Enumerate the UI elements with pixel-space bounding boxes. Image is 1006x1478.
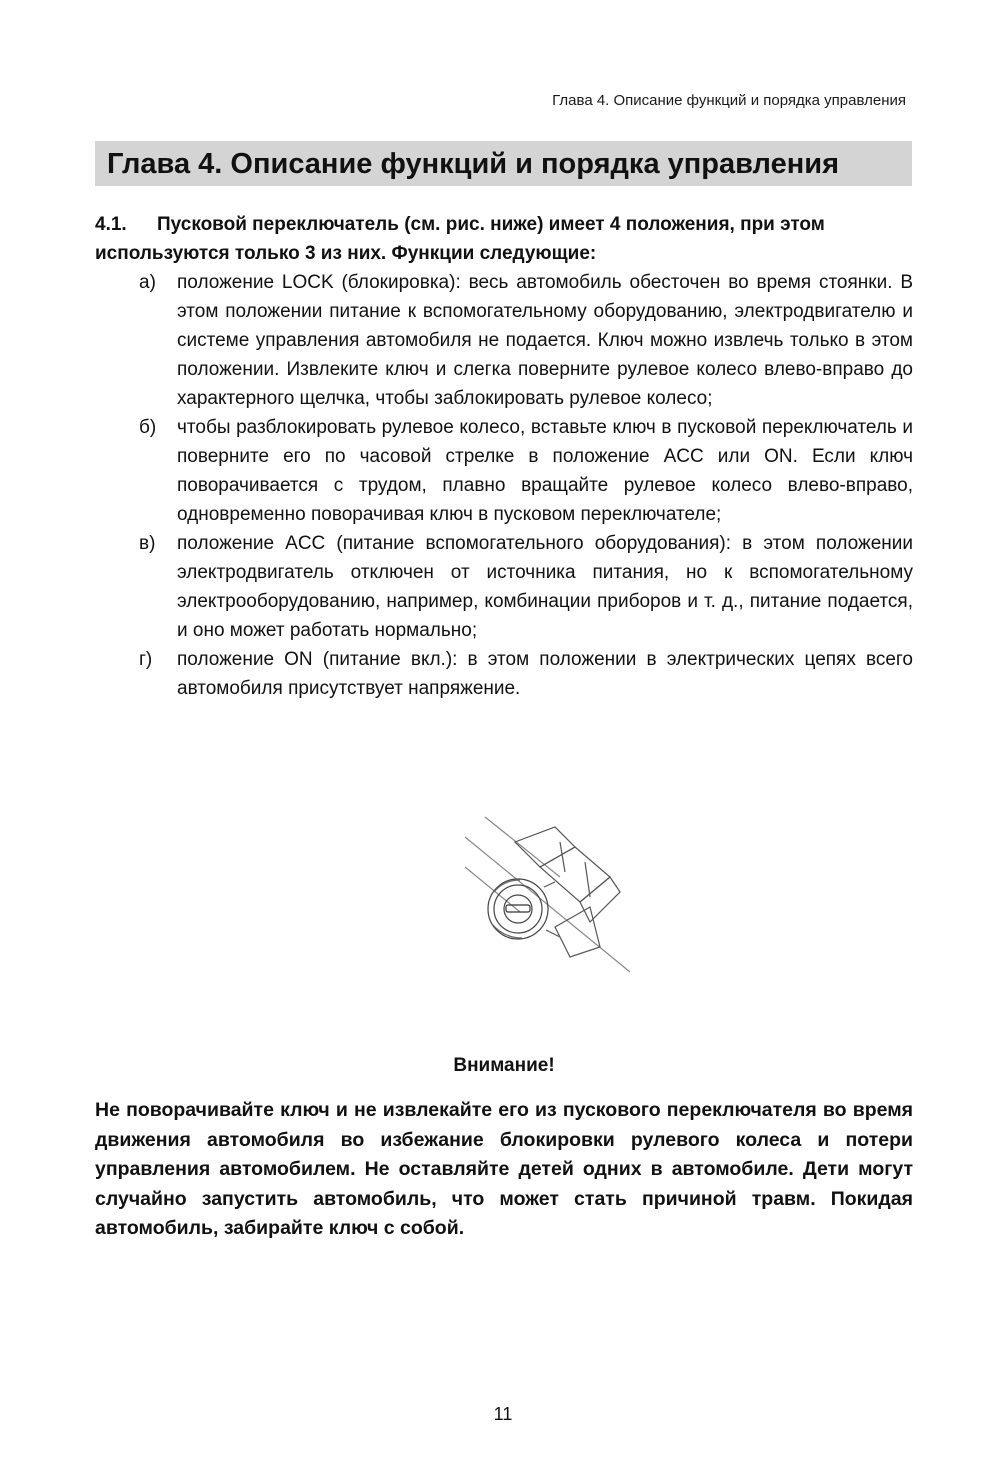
list-marker: г): [139, 649, 153, 670]
list-marker: а): [139, 272, 156, 293]
list-item-text: положение ON (питание вкл.): в этом положении в электрических цепях всего автомобиля присутствует напряжение.: [177, 649, 913, 699]
section-number: 4.1.: [95, 214, 127, 235]
running-header: Глава 4. Описание функций и порядка управления: [552, 92, 906, 109]
list-item-text: положение ACC (питание вспомогательного оборудования): в этом положении электродвигатель отключен от источника питания, но к вспомогательному электрооборудованию, например, комбинации приборов и т. д., питание подается, и оно может работать нормально;: [177, 533, 913, 641]
warning-title: Внимание!: [453, 1055, 555, 1076]
page-number: 11: [493, 1404, 513, 1424]
section-4-1: [95, 210, 913, 703]
section-intro-text: Пусковой переключатель (см. рис. ниже) имеет 4 положения, при этом используются только 3 из них. Функции следующие:: [95, 214, 825, 264]
list-item: [95, 268, 913, 413]
ignition-switch-figure: [460, 812, 635, 982]
list-item: [95, 413, 913, 529]
list-marker: б): [139, 417, 157, 438]
list-item: [95, 529, 913, 645]
list-item-text: положение LOCK (блокировка): весь автомобиль обесточен во время стоянки. В этом положении питание к вспомогательному оборудованию, электродвигателю и системе управления автомобиля не подается. Ключ можно извлечь только в этом положении. Извлеките ключ и слегка поверните рулевое колесо влево-вправо до характерного щелчка, чтобы заблокировать рулевое колесо;: [177, 272, 913, 409]
warning-text: Не поворачивайте ключ и не извлекайте его из пускового переключателя во время движения автомобиля во избежание блокировки рулевого колеса и потери управления автомобилем. Не оставляйте детей одних в автомобиле. Дети могут случайно запустить автомобиль, что может стать причиной травм. Покидая автомобиль, забирайте ключ с собой.: [95, 1099, 913, 1239]
ignition-switch-illustration: [460, 812, 635, 982]
section-intro: [95, 210, 913, 268]
chapter-title-bar: [95, 141, 912, 186]
list-marker: в): [139, 533, 156, 554]
list-item: [95, 645, 913, 703]
chapter-title: Глава 4. Описание функций и порядка управления: [107, 148, 839, 180]
list-item-text: чтобы разблокировать рулевое колесо, вставьте ключ в пусковой переключатель и поверните его по часовой стрелке в положение ACC или ON. Если ключ поворачивается с трудом, плавно вращайте рулевое колесо влево-вправо, одновременно поворачивая ключ в пусковом переключателе;: [177, 417, 913, 525]
